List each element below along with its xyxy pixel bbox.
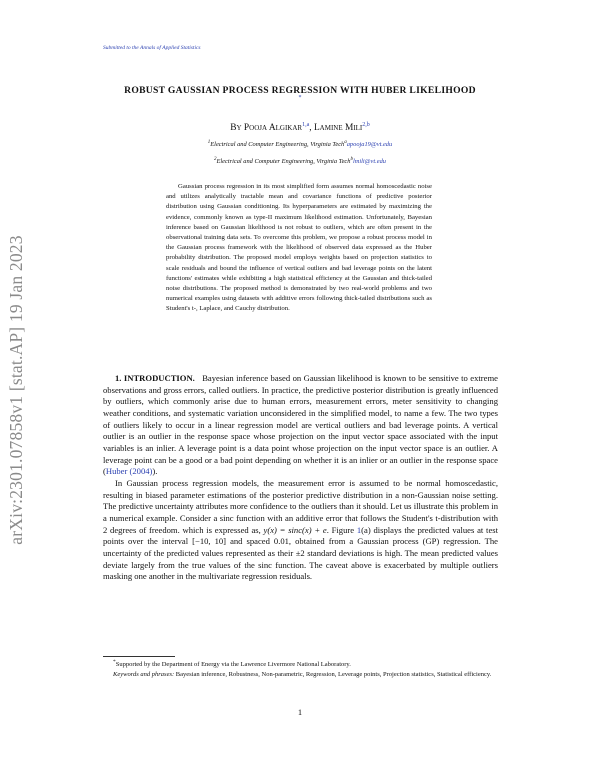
abstract (166, 182, 432, 315)
intro-p2c: (a) displays the predicted values at test points over the interval (103, 524, 498, 547)
affiliation-2-mail-sup: b (350, 157, 353, 162)
affiliation-2-email[interactable]: lmili@vt.edu (352, 158, 386, 166)
intro-p2a: In Gaussian process regression models, the measurement error is assumed to be normal homoscedastic, resulting in biased parameter estimations of the posterior predictive distribution in a non-Gaussian noise setting. The predictive uncertainty attributes more confidence to the outliers than it should. Let us illustrate this problem in a numerical example. Consider a sinc function with an additive error that follows the Student's t-distribution with 2 degrees of freedom. which is expressed as, (103, 477, 498, 535)
keywords-label: Keywords and phrases: (113, 670, 175, 678)
keywords-text: Bayesian inference, Robustness, Non-parametric, Regression, Leverage points, Projection statistics, Statistical efficiency. (174, 670, 492, 678)
citation-huber[interactable]: Huber (2004) (105, 466, 153, 477)
footnotes (103, 658, 498, 679)
author-by: By (230, 123, 244, 134)
intro-p1-text: Bayesian inference based on Gaussian likelihood is known to be sensitive to extreme observations and gross errors, called outliers. In practice, the predictive posterior distribution is greatly influenced by outliers, which commonly arise due to human errors, measurement errors, meter sensitivity to changing weather conditions, and systematic variation unconsidered in the simplified model, to name a few. The two types of outliers likely to occur in a linear regression model are vertical outliers and bad leverage points. A vertical outlier is an outlier in the response space whose projection on the input vector space associated with the input variables is an inlier. A leverage point is a data point whose projection on the input vector space is an outlier. A leverage point can be a good or a bad point depending on whether it is an inlier or an outlier in the response space ( (103, 373, 498, 477)
author-separator: , (309, 123, 314, 134)
author-line (0, 122, 600, 133)
arxiv-identifier[interactable]: arXiv:2301.07858v1 [stat.AP] 19 Jan 2023 (6, 235, 26, 545)
affiliation-2-text: Electrical and Computer Engineering, Virginia Tech (216, 158, 351, 166)
author-2-sup[interactable]: 2,b (362, 122, 370, 128)
footnote-mark: * (113, 659, 116, 665)
affiliation-1 (0, 140, 600, 148)
journal-header: Submitted to the Annals of Applied Statistics (103, 45, 201, 51)
author-1: Pooja Algikar (243, 123, 303, 134)
author-1-sup[interactable]: 1,a (302, 122, 310, 128)
affiliation-1-mail-sup: a (344, 140, 347, 145)
affiliation-1-sup: 1 (207, 140, 211, 145)
author-2: Lamine Mili (313, 123, 363, 134)
equation-sinc: y(x) = sinc(x) + e (263, 524, 327, 535)
interval-math: [−10, 10] (192, 536, 227, 547)
introduction-section (103, 373, 498, 583)
intro-p2b: . Figure (326, 524, 357, 535)
intro-p2d: and spaced 0.01, obtained from a Gaussian process (GP) regression. The uncertainty of the predicted values represented as their ±2 standard deviations is high. The mean predicted values deviate largely from the true values of the sinc function. The caveat above is exacerbated by multiple outliers masking one another in the multivariate regression residuals. (103, 536, 498, 582)
intro-paragraph-1 (103, 373, 498, 478)
affiliation-1-text: Electrical and Computer Engineering, Virginia Tech (210, 141, 345, 149)
affiliation-2 (0, 157, 600, 165)
page-number: 1 (297, 707, 303, 717)
affiliation-1-email[interactable]: apooja19@vt.edu (346, 141, 393, 149)
intro-p1-end: ). (152, 466, 158, 477)
intro-paragraph-2 (103, 478, 498, 583)
footnote-rule (103, 656, 175, 657)
paper-title: ROBUST GAUSSIAN PROCESS REGRESSION WITH HUBER LIKELIHOOD (124, 85, 476, 96)
footnote-support (103, 658, 498, 670)
footnote-keywords (103, 670, 498, 680)
title-footnote-mark[interactable]: * (298, 95, 302, 101)
affiliation-2-sup: 2 (214, 157, 217, 162)
footnote-support-text: Supported by the Department of Energy via the Lawrence Livermore National Laboratory. (115, 661, 351, 669)
abstract-text: Gaussian process regression in its most simplified form assumes normal homoscedastic noise and utilizes analytically tractable mean and covariance functions of predictive posterior distribution using Gaussian conditioning. Its hyperparameters are estimated by maximizing the evidence, commonly known as type-II maximum likelihood estimation. Unfortunately, Bayesian inference based on Gaussian likelihood is not robust to outliers, which are often present in the observational training data sets. To overcome this problem, we propose a robust process model in the Gaussian process framework with the likelihood of observed data expressed as the Huber probability distribution. The proposed model employs weights based on projection statistics to scale residuals and bound the influence of vertical outliers and bad leverage points on the latent functions' estimates while exhibiting a high statistical efficiency at the Gaussian and thick-tailed noise distributions. The proposed method is demonstrated by two real-world problems and two numerical examples using datasets with additive errors following thick-tailed distributions such as Student's t-, Laplace, and Cauchy distribution. (166, 183, 432, 313)
section-heading: 1. INTRODUCTION. (115, 373, 195, 383)
figure-ref[interactable]: 1 (356, 524, 362, 535)
